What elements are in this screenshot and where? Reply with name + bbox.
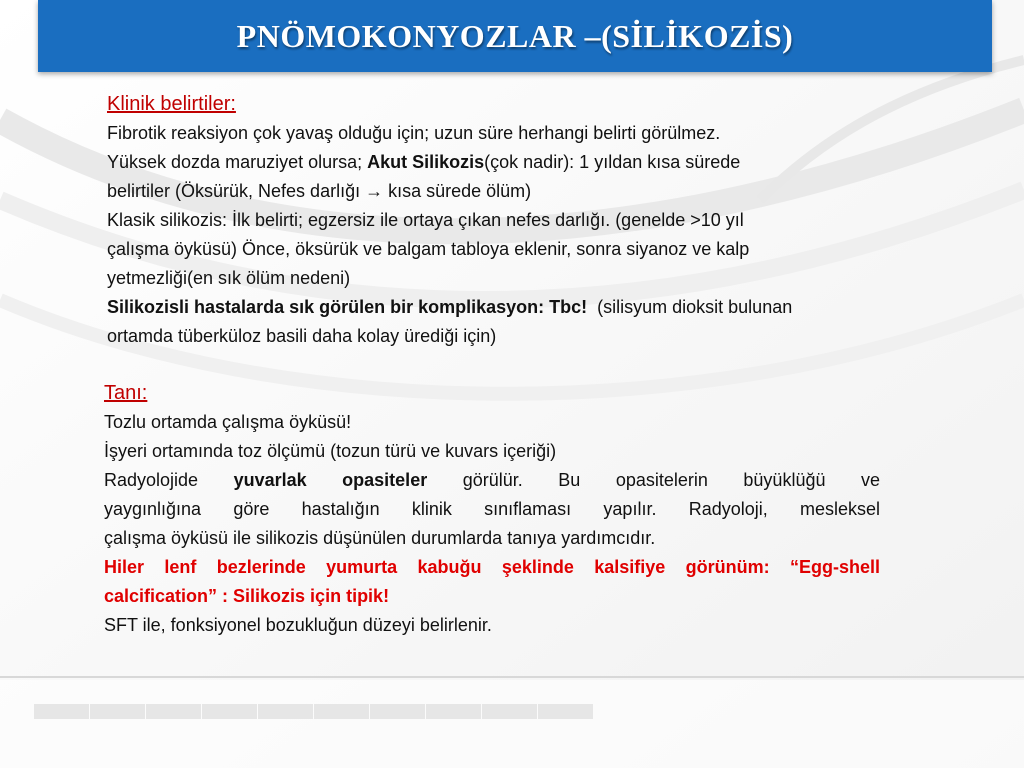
klinik-line-6: yetmezliği(en sık ölüm nedeni) (107, 268, 351, 288)
slide-title: PNÖMOKONYOZLAR –(SİLİKOZİS) (236, 17, 794, 54)
tani-line-5: çalışma öyküsü ile silikozis düşünülen durumlarda tanıya yardımcıdır. (104, 528, 656, 548)
tani-line-1: Tozlu ortamda çalışma öyküsü! (104, 412, 352, 432)
klinik-line-7-rest: (silisyum dioksit bulunan (587, 297, 793, 317)
klinik-line-8: ortamda tüberküloz basili daha kolay ürediği için) (107, 326, 497, 346)
tani-line-3-rest: görülür. Bu opasitelerin büyüklüğü ve (427, 470, 881, 490)
footer-segment (482, 704, 537, 719)
tani-line-8: SFT ile, fonksiyonel bozukluğun düzeyi belirlenir. (104, 615, 492, 635)
tbc-complication: Silikozisli hastalarda sık görülen bir komplikasyon: Tbc! (107, 297, 588, 317)
klinik-line-2-text: Yüksek dozda maruziyet olursa; (107, 152, 368, 172)
klinik-line-5: çalışma öyküsü) Önce, öksürük ve balgam tabloya eklenir, sonra siyanoz ve kalp (107, 239, 750, 259)
tani-line-2: İşyeri ortamında toz ölçümü (tozun türü ve kuvars içeriği) (104, 441, 557, 461)
akut-silikozis-term: Akut Silikozis (367, 152, 485, 172)
klinik-line-3: belirtiler (Öksürük, Nefes darlığı → kısa sürede ölüm) (107, 181, 532, 201)
footer-segment (426, 704, 481, 719)
footer-segment (538, 704, 593, 719)
footer-segment (258, 704, 313, 719)
footer-segment-bar (34, 704, 593, 719)
tani-section (104, 378, 880, 640)
footer-divider (0, 676, 1024, 678)
tani-line-3-text: Radyolojide (104, 470, 234, 490)
footer-segment (314, 704, 369, 719)
tani-line-3 (104, 466, 880, 495)
klinik-heading: Klinik belirtiler: (107, 93, 236, 115)
tani-line-7: calcification” : Silikozis için tipik! (104, 586, 390, 606)
tani-line-4: yaygınlığına göre hastalığın klinik sınıflaması yapılır. Radyoloji, mesleksel (104, 499, 880, 519)
title-bar (38, 0, 992, 72)
tani-line-6: Hiler lenf bezlerinde yumurta kabuğu şeklinde kalsifiye görünüm: “Egg-shell (104, 557, 880, 577)
footer-segment (370, 704, 425, 719)
klinik-line-4: Klasik silikozis: İlk belirti; egzersiz ile ortaya çıkan nefes darlığı. (genelde >10 yıl (107, 210, 744, 230)
klinik-line-2 (107, 148, 792, 177)
footer-segment (90, 704, 145, 719)
footer-segment (146, 704, 201, 719)
klinik-section (107, 89, 792, 351)
footer-segment (202, 704, 257, 719)
footer-segment (34, 704, 89, 719)
klinik-line-2-rest: (çok nadir): 1 yıldan kısa sürede (484, 152, 741, 172)
yuvarlak-opasiteler-term: yuvarlak opasiteler (233, 470, 428, 490)
tani-heading: Tanı: (104, 382, 148, 404)
klinik-line-1: Fibrotik reaksiyon çok yavaş olduğu için; uzun süre herhangi belirti görülmez. (107, 123, 721, 143)
klinik-line-7 (107, 293, 792, 322)
